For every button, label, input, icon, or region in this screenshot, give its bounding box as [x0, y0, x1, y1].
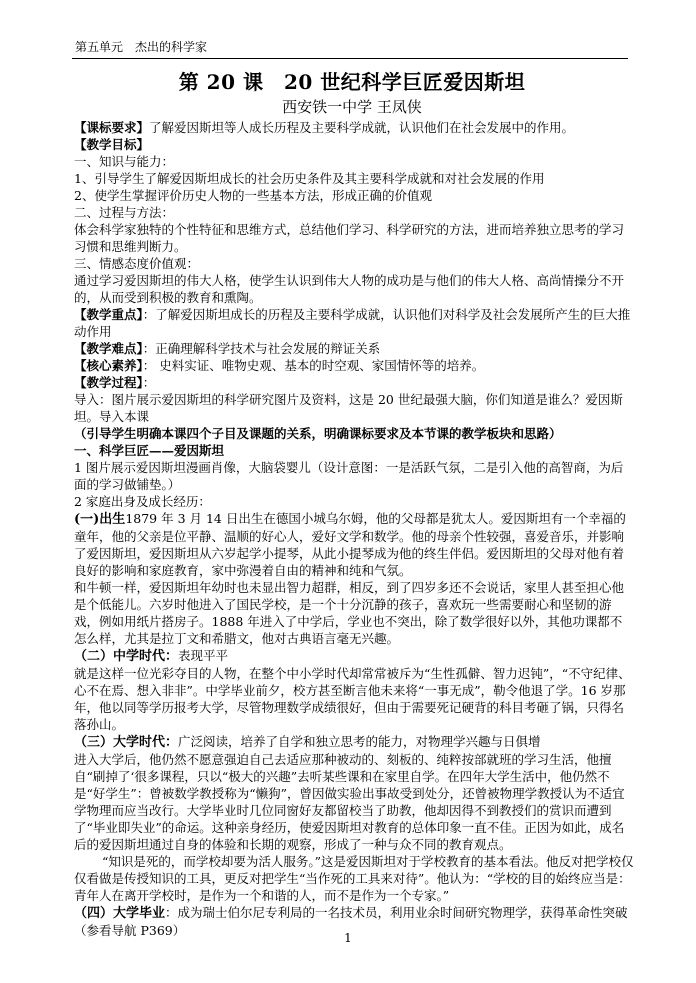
birth-text: 1879 年 3 月 14 日出生在德国小城乌尔姆，他的父母都是犹太人。爱因斯坦有一个幸福的童年，他的父亲是位平静、温顺的好心人，爱好文学和数学。他的母亲个性较强，喜爱音乐，并影响了爱因斯坦，爱因斯坦从六岁起学小提琴，从此小提琴成为他的终生伴侣。爱因斯坦的父母对他有着良好的影响和家庭教育，家中弥漫着自由的精神和纯和气氛。 — [74, 511, 626, 578]
difficulty-text: ：正确理解科学技术与社会发展的辩证关系 — [142, 341, 381, 356]
difficulty-label: 【教学难点】 — [74, 341, 143, 356]
process-colon: ： — [142, 375, 156, 390]
graduation-label: （四）大学毕业 — [74, 906, 166, 921]
teaching-process — [74, 374, 634, 391]
key-point-label: 【教学重点】 — [74, 307, 143, 322]
middle-school-title: 表现平平 — [178, 648, 229, 663]
college-label: （三）大学时代： — [74, 735, 179, 750]
lesson-body — [74, 119, 634, 939]
birth-label: (一)出生 — [74, 512, 126, 527]
running-header: 第五单元 杰出的科学家 — [75, 40, 208, 54]
lesson-title: 第 20 课 20 世纪科学巨匠爱因斯坦 — [178, 70, 526, 94]
college-title: 广泛阅读，培养了自学和独立思考的能力，对物理学兴趣与日俱增 — [178, 734, 541, 749]
guide-note: （引导学生明确本课四个子目及课题的关系，明确课标要求及本节课的教学板块和思路） — [74, 426, 562, 441]
college-paragraph: 进入大学后，他仍然不愿意强迫自己去适应那种被动的、刻板的、纯粹按部就班的学习生活，他擅自“刷掉了‘很多课程，只以“极大的兴趣”去听某些课和在家里自学。在四年大学生活中，他仍然不是“好学生”：曾被数学教授称为“懒狗”，曾因做实验出事故受到处分，还曾被物理学教授认为不适宜学物理而应当改行。大学毕业时几位同窗好友都留校当了助教，他却因得不到教授们的赏识而遭到了“毕业即失业”的命运。这种亲身经历，使爱因斯坦对教育的总体印象一直不佳。正因为如此，成名后的爱因斯坦通过自身的体验和长期的观察，形成了一种与众不同的教育观点。 — [74, 752, 625, 852]
college-heading — [74, 733, 634, 751]
knowledge-item-1: 1、引导学生了解爱因斯坦成长的社会历史条件及其主要科学成就和对社会发展的作用 — [74, 171, 545, 186]
standard-label: 【课标要求】 — [74, 120, 150, 135]
middle-school-label: （二）中学时代： — [74, 649, 179, 664]
lesson-author: 西安铁一中学 王凤侠 — [282, 98, 422, 116]
middle-school-heading — [74, 647, 634, 665]
core-literacy — [74, 357, 634, 374]
section-1-item-1: 1 图片展示爱因斯坦漫画肖像，大脑袋婴儿（设计意图：一是活跃气氛，二是引入他的高智商，为后面的学习做铺垫。） — [74, 460, 624, 492]
middle-school-paragraph: 就是这样一位光彩夺目的人物，在整个中小学时代却常常被斥为“生性孤僻、智力迟钝”，“不守纪律、心不在焉、想入非非”。中学毕业前夕，校方甚至断言他未来将“一事无成”，勒令他退了学。16 岁那年，他以同等学历报考大学，尽管物理数学成绩很好，但由于需要死记硬背的科目考砸了锅，只得名落孙山。 — [74, 666, 631, 732]
knowledge-item-2: 2、使学生掌握评价历史人物的一些基本方法，形成正确的价值观 — [74, 188, 432, 203]
process-label: 【教学过程】 — [74, 375, 143, 390]
curriculum-standard — [74, 119, 634, 136]
literacy-text: ： 史料实证、唯物史观、基本的时空观、家国情怀等的培养。 — [142, 358, 485, 373]
knowledge-heading: 一、知识与能力： — [74, 154, 175, 169]
literacy-label: 【核心素养】 — [74, 358, 143, 373]
key-point — [74, 306, 634, 340]
childhood-paragraph: 和牛顿一样，爱因斯坦年幼时也未显出智力超群，相反，到了四岁多还不会说话，家里人甚至担心他是个低能儿。六岁时他进入了国民学校，是一个十分沉静的孩子，喜欢玩一些需要耐心和坚韧的游戏，例如用纸片搭房子。1888 年进入了中学后，学业也不突出，除了数学很好以外，其他功课都不怎么样，尤其是拉丁文和希腊文，他对古典语言毫无兴趣。 — [74, 580, 625, 646]
intro-paragraph: 导入：图片展示爱因斯坦的科学研究图片及资料，这是 20 世纪最强大脑，你们知道是谁么？爱因斯坦。导入本课 — [74, 392, 623, 424]
emotion-text: 通过学习爱因斯坦的伟大人格，使学生认识到伟大人物的成功是与他们的伟大人格、高尚情操分不开的，从而受到积极的教育和熏陶。 — [74, 273, 625, 305]
difficulty — [74, 340, 634, 357]
teaching-goals-label: 【教学目标】 — [74, 137, 150, 152]
process-text: 体会科学家独特的个性特征和思维方式，总结他们学习、科学研究的方法，进而培养独立思考的学习习惯和思维判断力。 — [74, 222, 625, 254]
education-quote-paragraph: “知识是死的，而学校却要为活人服务。”这是爱因斯坦对于学校教育的基本看法。他反对把学校仅仅看做是传授知识的工具，更反对把学生“当作死的工具来对待”。他认为：“学校的目的始终应当是：青年人在离开学校时，是作为一个和谐的人，而不是作为一个专家。” — [74, 854, 634, 903]
page-number: 1 — [344, 931, 352, 945]
emotion-heading: 三、情感态度价值观： — [74, 256, 200, 271]
birth-paragraph — [74, 510, 634, 579]
standard-text: 了解爱因斯坦等人成长历程及主要科学成就，认识他们在社会发展中的作用。 — [149, 120, 575, 135]
graduation-text: ：成为瑞士伯尔尼专利局的一名技术员，利用业余时间研究物理学，获得革命性突破（参看导航 P369） — [74, 905, 628, 938]
process-heading: 二、过程与方法： — [74, 205, 175, 220]
section-1-heading: 一、科学巨匠——爱因斯坦 — [74, 443, 225, 458]
key-point-text: ：了解爱因斯坦成长的历程及主要科学成就，认识他们对科学及社会发展所产生的巨大推动作用 — [74, 307, 631, 339]
header-rule — [72, 58, 628, 59]
section-1-item-2: 2 家庭出身及成长经历： — [74, 494, 211, 509]
